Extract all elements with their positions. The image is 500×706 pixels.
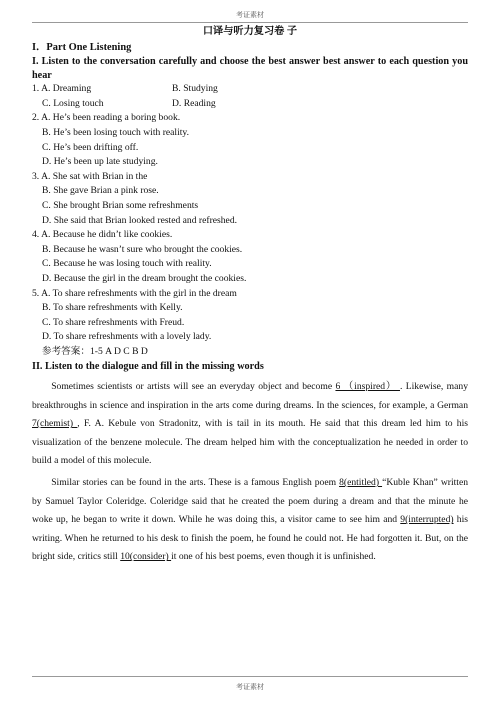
section1-heading: I. Listen to the conversation carefully and choose the best answer best answer to each question you hear	[32, 56, 468, 81]
q1-option-a: 1. A. Dreaming	[32, 83, 92, 95]
paragraph-2	[32, 474, 468, 567]
part-heading: I．Part One Listening	[32, 41, 132, 53]
paragraph-1	[32, 378, 468, 471]
page-footer: 考证素材	[236, 683, 264, 691]
q1-option-b: B. Studying	[172, 83, 218, 95]
q3-option-b: B. She gave Brian a pink rose.	[42, 185, 159, 197]
q3-option-d: D. She said that Brian looked rested and refreshed.	[42, 214, 238, 226]
q4-option-d: D. Because the girl in the dream brought the cookies.	[42, 272, 247, 284]
document-body	[32, 25, 468, 567]
q3-option-a: 3. A. She sat with Brian in the	[32, 170, 148, 182]
blank-6: 6 （inspired）	[335, 381, 400, 393]
question-2	[32, 111, 468, 169]
para2-text-2: “Kuble Khan” written by Samuel Taylor Coleridge. Coleridge said that he created the poem during a dream and that the minute he woke up, he began to write it down. While he was doing this, a visitor came to see him and	[32, 477, 469, 526]
page-title: 口译与听力复习卷 子	[202, 26, 298, 37]
q3-option-c: C. She brought Brian some refreshments	[42, 199, 199, 211]
para2-text-3: his writing. When he returned to his desk to finish the poem, he found he could not. He had forgotten it. But, on the bright side, critics still	[32, 514, 468, 563]
q1-option-d: D. Reading	[172, 97, 216, 109]
header-divider	[32, 22, 468, 23]
para1-text-1: Sometimes scientists or artists will see an everyday object and become	[51, 381, 336, 393]
q4-option-b: B. Because he wasn’t sure who brought the cookies.	[42, 243, 243, 255]
q2-option-c: C. He’s been drifting off.	[42, 141, 139, 153]
section2-heading: II. Listen to the dialogue and fill in the missing words	[32, 361, 264, 373]
blank-7: 7(chemist)	[32, 418, 78, 430]
question-3	[32, 170, 468, 228]
question-5	[32, 287, 468, 345]
answer-key: 参考答案：1-5 A D C B D	[42, 345, 148, 357]
para2-text-4: it one of his best poems, even though it is unfinished.	[171, 551, 376, 563]
question-1	[32, 82, 468, 111]
question-4	[32, 228, 468, 286]
q5-option-a: 5. A. To share refreshments with the girl in the dream	[32, 287, 237, 299]
footer-divider	[32, 676, 468, 677]
q4-option-a: 4. A. Because he didn’t like cookies.	[32, 229, 173, 241]
q5-option-c: C. To share refreshments with Freud.	[42, 316, 185, 328]
para1-text-2: . Likewise, many breakthroughs in science and inspiration in the arts come during dreams. In the sciences, for example, a German	[32, 381, 468, 411]
q1-option-c: C. Losing touch	[42, 97, 104, 109]
para2-text-1: Similar stories can be found in the arts. These is a famous English poem	[51, 477, 340, 489]
para1-text-3: , F. A. Kebule von Stradonitz, with is tail in its mouth. He said that this dream led him to his visualization of the benzene molecule. The dream helped him with the conceptualization he needed in order to build a model of this molecule.	[32, 418, 468, 467]
page-header: 考证素材	[236, 11, 264, 19]
blank-9: 9(interrupted)	[400, 514, 454, 526]
q4-option-c: C. Because he was losing touch with reality.	[42, 258, 212, 270]
q2-option-a: 2. A. He’s been reading a boring book.	[32, 112, 181, 124]
blank-8: 8(entitled)	[339, 477, 383, 489]
q5-option-d: D. To share refreshments with a lovely lady.	[42, 331, 212, 343]
q2-option-b: B. He’s been losing touch with reality.	[42, 126, 189, 138]
q2-option-d: D. He’s been up late studying.	[42, 156, 158, 168]
blank-10: 10(consider)	[120, 551, 172, 563]
q5-option-b: B. To share refreshments with Kelly.	[42, 302, 183, 314]
